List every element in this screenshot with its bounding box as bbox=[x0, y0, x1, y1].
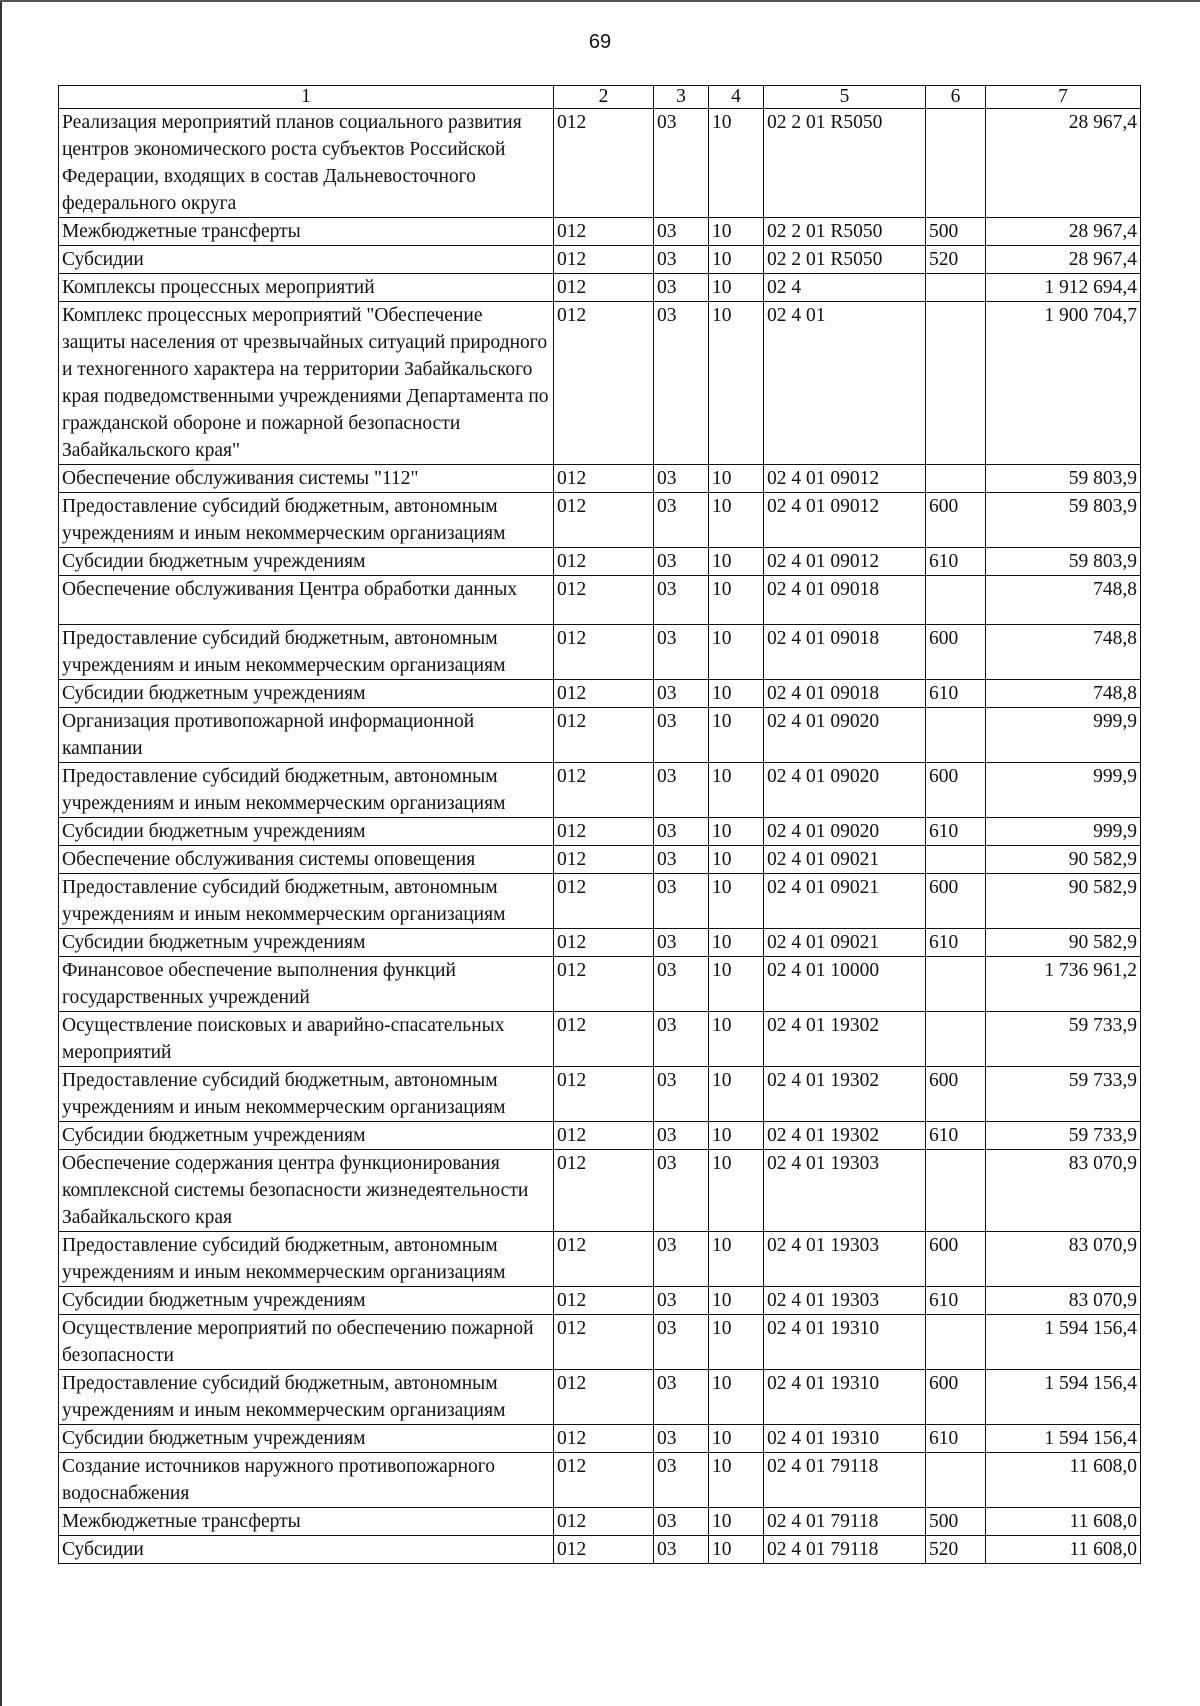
row-subsection-cell: 10 bbox=[709, 1150, 764, 1232]
table-row bbox=[59, 1122, 1141, 1150]
row-amount-cell: 1 900 704,7 bbox=[986, 302, 1141, 465]
table-row bbox=[59, 1370, 1141, 1425]
row-target-article-cell: 02 4 01 10000 bbox=[764, 957, 926, 1012]
row-target-article-cell: 02 4 01 19303 bbox=[764, 1150, 926, 1232]
row-grbs-cell: 012 bbox=[554, 1425, 654, 1453]
row-target-article-cell: 02 4 01 19302 bbox=[764, 1012, 926, 1067]
row-amount-cell: 59 803,9 bbox=[986, 493, 1141, 548]
row-section-cell: 03 bbox=[654, 1370, 709, 1425]
row-name-cell: Предоставление субсидий бюджетным, автономным учреждениям и иным некоммерческим организациям bbox=[59, 625, 554, 680]
row-amount-cell: 11 608,0 bbox=[986, 1453, 1141, 1508]
row-expense-type-cell: 600 bbox=[926, 1232, 986, 1287]
row-amount-cell: 11 608,0 bbox=[986, 1536, 1141, 1564]
row-amount-cell: 999,9 bbox=[986, 763, 1141, 818]
row-section-cell: 03 bbox=[654, 246, 709, 274]
row-name-cell: Осуществление мероприятий по обеспечению пожарной безопасности bbox=[59, 1315, 554, 1370]
row-subsection-cell: 10 bbox=[709, 1370, 764, 1425]
row-name-cell: Создание источников наружного противопожарного водоснабжения bbox=[59, 1453, 554, 1508]
row-target-article-cell: 02 4 01 09020 bbox=[764, 818, 926, 846]
row-subsection-cell: 10 bbox=[709, 1536, 764, 1564]
column-header: 6 bbox=[926, 86, 986, 109]
table-row bbox=[59, 548, 1141, 576]
row-section-cell: 03 bbox=[654, 274, 709, 302]
row-amount-cell: 999,9 bbox=[986, 818, 1141, 846]
row-section-cell: 03 bbox=[654, 680, 709, 708]
row-expense-type-cell bbox=[926, 846, 986, 874]
table-row bbox=[59, 708, 1141, 763]
row-target-article-cell: 02 4 01 79118 bbox=[764, 1508, 926, 1536]
row-target-article-cell: 02 4 01 19310 bbox=[764, 1370, 926, 1425]
row-amount-cell: 90 582,9 bbox=[986, 846, 1141, 874]
table-row bbox=[59, 274, 1141, 302]
row-expense-type-cell: 600 bbox=[926, 625, 986, 680]
row-amount-cell: 59 803,9 bbox=[986, 548, 1141, 576]
row-grbs-cell: 012 bbox=[554, 708, 654, 763]
table-row bbox=[59, 818, 1141, 846]
row-name-cell: Предоставление субсидий бюджетным, автономным учреждениям и иным некоммерческим организациям bbox=[59, 1232, 554, 1287]
row-grbs-cell: 012 bbox=[554, 109, 654, 218]
row-section-cell: 03 bbox=[654, 548, 709, 576]
row-subsection-cell: 10 bbox=[709, 465, 764, 493]
row-grbs-cell: 012 bbox=[554, 1453, 654, 1508]
row-expense-type-cell bbox=[926, 957, 986, 1012]
row-expense-type-cell: 600 bbox=[926, 874, 986, 929]
row-section-cell: 03 bbox=[654, 1232, 709, 1287]
row-grbs-cell: 012 bbox=[554, 1150, 654, 1232]
row-target-article-cell: 02 4 01 09012 bbox=[764, 493, 926, 548]
row-grbs-cell: 012 bbox=[554, 576, 654, 625]
column-header: 1 bbox=[59, 86, 554, 109]
row-target-article-cell: 02 4 01 79118 bbox=[764, 1536, 926, 1564]
row-subsection-cell: 10 bbox=[709, 1453, 764, 1508]
column-header: 7 bbox=[986, 86, 1141, 109]
row-section-cell: 03 bbox=[654, 1287, 709, 1315]
table-row bbox=[59, 465, 1141, 493]
table-row bbox=[59, 1536, 1141, 1564]
row-expense-type-cell bbox=[926, 1315, 986, 1370]
row-section-cell: 03 bbox=[654, 1536, 709, 1564]
row-name-cell: Финансовое обеспечение выполнения функций государственных учреждений bbox=[59, 957, 554, 1012]
row-amount-cell: 1 594 156,4 bbox=[986, 1425, 1141, 1453]
row-grbs-cell: 012 bbox=[554, 493, 654, 548]
table-row bbox=[59, 302, 1141, 465]
row-expense-type-cell bbox=[926, 302, 986, 465]
row-expense-type-cell: 600 bbox=[926, 1370, 986, 1425]
table-row bbox=[59, 1508, 1141, 1536]
row-name-cell: Реализация мероприятий планов социального развития центров экономического роста субъектов Российской Федерации, входящих в состав Дальневосточного федерального округа bbox=[59, 109, 554, 218]
row-name-cell: Предоставление субсидий бюджетным, автономным учреждениям и иным некоммерческим организациям bbox=[59, 493, 554, 548]
row-section-cell: 03 bbox=[654, 109, 709, 218]
row-subsection-cell: 10 bbox=[709, 818, 764, 846]
row-grbs-cell: 012 bbox=[554, 1232, 654, 1287]
row-amount-cell: 83 070,9 bbox=[986, 1232, 1141, 1287]
row-subsection-cell: 10 bbox=[709, 274, 764, 302]
row-grbs-cell: 012 bbox=[554, 1122, 654, 1150]
row-target-article-cell: 02 4 01 09018 bbox=[764, 625, 926, 680]
row-expense-type-cell bbox=[926, 109, 986, 218]
row-subsection-cell: 10 bbox=[709, 1122, 764, 1150]
budget-table bbox=[58, 85, 1141, 1564]
row-subsection-cell: 10 bbox=[709, 763, 764, 818]
row-target-article-cell: 02 2 01 R5050 bbox=[764, 246, 926, 274]
column-header: 2 bbox=[554, 86, 654, 109]
page-top-edge bbox=[0, 0, 1200, 2]
row-amount-cell: 28 967,4 bbox=[986, 109, 1141, 218]
row-name-cell: Предоставление субсидий бюджетным, автономным учреждениям и иным некоммерческим организациям bbox=[59, 1067, 554, 1122]
row-target-article-cell: 02 2 01 R5050 bbox=[764, 109, 926, 218]
row-target-article-cell: 02 4 01 19303 bbox=[764, 1232, 926, 1287]
row-section-cell: 03 bbox=[654, 1012, 709, 1067]
row-grbs-cell: 012 bbox=[554, 274, 654, 302]
row-subsection-cell: 10 bbox=[709, 109, 764, 218]
row-section-cell: 03 bbox=[654, 1150, 709, 1232]
row-name-cell: Субсидии бюджетным учреждениям bbox=[59, 1425, 554, 1453]
row-name-cell: Предоставление субсидий бюджетным, автономным учреждениям и иным некоммерческим организациям bbox=[59, 763, 554, 818]
row-name-cell: Обеспечение обслуживания Центра обработки данных bbox=[59, 576, 554, 625]
page-left-edge bbox=[0, 0, 2, 1706]
row-section-cell: 03 bbox=[654, 818, 709, 846]
row-target-article-cell: 02 4 01 09018 bbox=[764, 576, 926, 625]
row-amount-cell: 90 582,9 bbox=[986, 874, 1141, 929]
row-subsection-cell: 10 bbox=[709, 548, 764, 576]
row-section-cell: 03 bbox=[654, 846, 709, 874]
row-amount-cell: 59 733,9 bbox=[986, 1122, 1141, 1150]
table-row bbox=[59, 493, 1141, 548]
row-expense-type-cell: 610 bbox=[926, 680, 986, 708]
row-expense-type-cell bbox=[926, 1453, 986, 1508]
row-grbs-cell: 012 bbox=[554, 246, 654, 274]
row-expense-type-cell: 520 bbox=[926, 1536, 986, 1564]
row-amount-cell: 1 594 156,4 bbox=[986, 1370, 1141, 1425]
row-grbs-cell: 012 bbox=[554, 957, 654, 1012]
row-subsection-cell: 10 bbox=[709, 957, 764, 1012]
row-grbs-cell: 012 bbox=[554, 1012, 654, 1067]
row-grbs-cell: 012 bbox=[554, 680, 654, 708]
row-expense-type-cell bbox=[926, 465, 986, 493]
row-grbs-cell: 012 bbox=[554, 1536, 654, 1564]
row-amount-cell: 1 736 961,2 bbox=[986, 957, 1141, 1012]
row-subsection-cell: 10 bbox=[709, 708, 764, 763]
row-amount-cell: 59 733,9 bbox=[986, 1012, 1141, 1067]
page-number: 69 bbox=[588, 31, 612, 53]
row-subsection-cell: 10 bbox=[709, 846, 764, 874]
row-section-cell: 03 bbox=[654, 763, 709, 818]
row-section-cell: 03 bbox=[654, 929, 709, 957]
table-row bbox=[59, 680, 1141, 708]
table-row bbox=[59, 1453, 1141, 1508]
row-name-cell: Субсидии бюджетным учреждениям bbox=[59, 680, 554, 708]
row-grbs-cell: 012 bbox=[554, 763, 654, 818]
row-target-article-cell: 02 4 01 19303 bbox=[764, 1287, 926, 1315]
row-expense-type-cell bbox=[926, 708, 986, 763]
row-name-cell: Осуществление поисковых и аварийно-спасательных мероприятий bbox=[59, 1012, 554, 1067]
table-row bbox=[59, 625, 1141, 680]
row-amount-cell: 748,8 bbox=[986, 625, 1141, 680]
row-grbs-cell: 012 bbox=[554, 625, 654, 680]
row-subsection-cell: 10 bbox=[709, 1425, 764, 1453]
row-expense-type-cell: 520 bbox=[926, 246, 986, 274]
row-target-article-cell: 02 4 01 09020 bbox=[764, 708, 926, 763]
row-target-article-cell: 02 4 01 bbox=[764, 302, 926, 465]
row-expense-type-cell: 600 bbox=[926, 1067, 986, 1122]
row-grbs-cell: 012 bbox=[554, 1287, 654, 1315]
table-row bbox=[59, 246, 1141, 274]
row-expense-type-cell: 610 bbox=[926, 929, 986, 957]
row-target-article-cell: 02 4 01 19302 bbox=[764, 1122, 926, 1150]
row-amount-cell: 748,8 bbox=[986, 680, 1141, 708]
row-expense-type-cell bbox=[926, 1150, 986, 1232]
table-row bbox=[59, 929, 1141, 957]
row-grbs-cell: 012 bbox=[554, 1067, 654, 1122]
row-grbs-cell: 012 bbox=[554, 218, 654, 246]
row-name-cell: Комплексы процессных мероприятий bbox=[59, 274, 554, 302]
row-grbs-cell: 012 bbox=[554, 465, 654, 493]
row-subsection-cell: 10 bbox=[709, 493, 764, 548]
row-expense-type-cell: 610 bbox=[926, 1122, 986, 1150]
table-row bbox=[59, 218, 1141, 246]
row-subsection-cell: 10 bbox=[709, 1232, 764, 1287]
row-target-article-cell: 02 4 01 79118 bbox=[764, 1453, 926, 1508]
row-name-cell: Субсидии бюджетным учреждениям bbox=[59, 548, 554, 576]
row-name-cell: Межбюджетные трансферты bbox=[59, 1508, 554, 1536]
row-expense-type-cell: 500 bbox=[926, 1508, 986, 1536]
row-target-article-cell: 02 4 bbox=[764, 274, 926, 302]
row-name-cell: Предоставление субсидий бюджетным, автономным учреждениям и иным некоммерческим организациям bbox=[59, 1370, 554, 1425]
row-name-cell: Субсидии бюджетным учреждениям bbox=[59, 929, 554, 957]
row-section-cell: 03 bbox=[654, 1453, 709, 1508]
row-grbs-cell: 012 bbox=[554, 1508, 654, 1536]
row-name-cell: Обеспечение содержания центра функционирования комплексной системы безопасности жизнедеятельности Забайкальского края bbox=[59, 1150, 554, 1232]
row-section-cell: 03 bbox=[654, 708, 709, 763]
row-section-cell: 03 bbox=[654, 957, 709, 1012]
table-row bbox=[59, 957, 1141, 1012]
row-target-article-cell: 02 4 01 09012 bbox=[764, 465, 926, 493]
table-row bbox=[59, 1287, 1141, 1315]
row-section-cell: 03 bbox=[654, 302, 709, 465]
row-expense-type-cell: 600 bbox=[926, 493, 986, 548]
row-target-article-cell: 02 4 01 09021 bbox=[764, 846, 926, 874]
row-section-cell: 03 bbox=[654, 576, 709, 625]
row-expense-type-cell: 500 bbox=[926, 218, 986, 246]
row-section-cell: 03 bbox=[654, 493, 709, 548]
row-grbs-cell: 012 bbox=[554, 1370, 654, 1425]
row-subsection-cell: 10 bbox=[709, 302, 764, 465]
row-subsection-cell: 10 bbox=[709, 1067, 764, 1122]
row-amount-cell: 748,8 bbox=[986, 576, 1141, 625]
row-amount-cell: 999,9 bbox=[986, 708, 1141, 763]
row-name-cell: Комплекс процессных мероприятий "Обеспечение защиты населения от чрезвычайных ситуаций природного и техногенного характера на территории Забайкальского края подведомственными учреждениями Департамента по гражданской обороне и пожарной безопасности Забайкальского края" bbox=[59, 302, 554, 465]
table-row bbox=[59, 1012, 1141, 1067]
table-row bbox=[59, 576, 1141, 625]
row-target-article-cell: 02 2 01 R5050 bbox=[764, 218, 926, 246]
table-body bbox=[59, 109, 1141, 1564]
row-expense-type-cell bbox=[926, 1012, 986, 1067]
row-amount-cell: 1 594 156,4 bbox=[986, 1315, 1141, 1370]
row-amount-cell: 28 967,4 bbox=[986, 218, 1141, 246]
row-subsection-cell: 10 bbox=[709, 680, 764, 708]
table-row bbox=[59, 846, 1141, 874]
table-row bbox=[59, 874, 1141, 929]
row-target-article-cell: 02 4 01 19310 bbox=[764, 1315, 926, 1370]
row-section-cell: 03 bbox=[654, 218, 709, 246]
column-header: 4 bbox=[709, 86, 764, 109]
row-section-cell: 03 bbox=[654, 1315, 709, 1370]
row-target-article-cell: 02 4 01 09021 bbox=[764, 929, 926, 957]
row-grbs-cell: 012 bbox=[554, 302, 654, 465]
row-grbs-cell: 012 bbox=[554, 846, 654, 874]
row-subsection-cell: 10 bbox=[709, 1287, 764, 1315]
row-expense-type-cell: 610 bbox=[926, 1287, 986, 1315]
table-row bbox=[59, 1150, 1141, 1232]
row-subsection-cell: 10 bbox=[709, 246, 764, 274]
row-expense-type-cell bbox=[926, 274, 986, 302]
row-subsection-cell: 10 bbox=[709, 1315, 764, 1370]
row-name-cell: Организация противопожарной информационной кампании bbox=[59, 708, 554, 763]
table-row bbox=[59, 763, 1141, 818]
row-subsection-cell: 10 bbox=[709, 1012, 764, 1067]
row-amount-cell: 11 608,0 bbox=[986, 1508, 1141, 1536]
table-row bbox=[59, 1315, 1141, 1370]
row-expense-type-cell bbox=[926, 576, 986, 625]
row-name-cell: Межбюджетные трансферты bbox=[59, 218, 554, 246]
table-header-row bbox=[59, 86, 1141, 109]
row-amount-cell: 90 582,9 bbox=[986, 929, 1141, 957]
table-row bbox=[59, 1067, 1141, 1122]
row-name-cell: Обеспечение обслуживания системы оповещения bbox=[59, 846, 554, 874]
row-section-cell: 03 bbox=[654, 1067, 709, 1122]
row-section-cell: 03 bbox=[654, 465, 709, 493]
row-name-cell: Обеспечение обслуживания системы "112" bbox=[59, 465, 554, 493]
row-subsection-cell: 10 bbox=[709, 625, 764, 680]
row-amount-cell: 59 733,9 bbox=[986, 1067, 1141, 1122]
row-section-cell: 03 bbox=[654, 874, 709, 929]
row-name-cell: Субсидии bbox=[59, 1536, 554, 1564]
row-subsection-cell: 10 bbox=[709, 1508, 764, 1536]
row-name-cell: Субсидии bbox=[59, 246, 554, 274]
row-grbs-cell: 012 bbox=[554, 818, 654, 846]
row-amount-cell: 1 912 694,4 bbox=[986, 274, 1141, 302]
row-amount-cell: 28 967,4 bbox=[986, 246, 1141, 274]
row-expense-type-cell: 610 bbox=[926, 548, 986, 576]
row-subsection-cell: 10 bbox=[709, 929, 764, 957]
row-subsection-cell: 10 bbox=[709, 874, 764, 929]
row-name-cell: Субсидии бюджетным учреждениям bbox=[59, 1122, 554, 1150]
table-row bbox=[59, 1425, 1141, 1453]
row-grbs-cell: 012 bbox=[554, 1315, 654, 1370]
row-section-cell: 03 bbox=[654, 1122, 709, 1150]
row-name-cell: Субсидии бюджетным учреждениям bbox=[59, 818, 554, 846]
row-section-cell: 03 bbox=[654, 625, 709, 680]
row-target-article-cell: 02 4 01 09012 bbox=[764, 548, 926, 576]
table-row bbox=[59, 1232, 1141, 1287]
row-amount-cell: 83 070,9 bbox=[986, 1287, 1141, 1315]
row-name-cell: Предоставление субсидий бюджетным, автономным учреждениям и иным некоммерческим организациям bbox=[59, 874, 554, 929]
row-grbs-cell: 012 bbox=[554, 548, 654, 576]
row-target-article-cell: 02 4 01 09021 bbox=[764, 874, 926, 929]
row-section-cell: 03 bbox=[654, 1508, 709, 1536]
table-row bbox=[59, 109, 1141, 218]
row-grbs-cell: 012 bbox=[554, 874, 654, 929]
row-grbs-cell: 012 bbox=[554, 929, 654, 957]
row-name-cell: Субсидии бюджетным учреждениям bbox=[59, 1287, 554, 1315]
row-target-article-cell: 02 4 01 09018 bbox=[764, 680, 926, 708]
column-header: 5 bbox=[764, 86, 926, 109]
row-section-cell: 03 bbox=[654, 1425, 709, 1453]
row-amount-cell: 59 803,9 bbox=[986, 465, 1141, 493]
row-target-article-cell: 02 4 01 19310 bbox=[764, 1425, 926, 1453]
row-target-article-cell: 02 4 01 09020 bbox=[764, 763, 926, 818]
row-subsection-cell: 10 bbox=[709, 218, 764, 246]
row-expense-type-cell: 610 bbox=[926, 818, 986, 846]
row-amount-cell: 83 070,9 bbox=[986, 1150, 1141, 1232]
row-expense-type-cell: 600 bbox=[926, 763, 986, 818]
row-target-article-cell: 02 4 01 19302 bbox=[764, 1067, 926, 1122]
column-header: 3 bbox=[654, 86, 709, 109]
row-subsection-cell: 10 bbox=[709, 576, 764, 625]
row-expense-type-cell: 610 bbox=[926, 1425, 986, 1453]
